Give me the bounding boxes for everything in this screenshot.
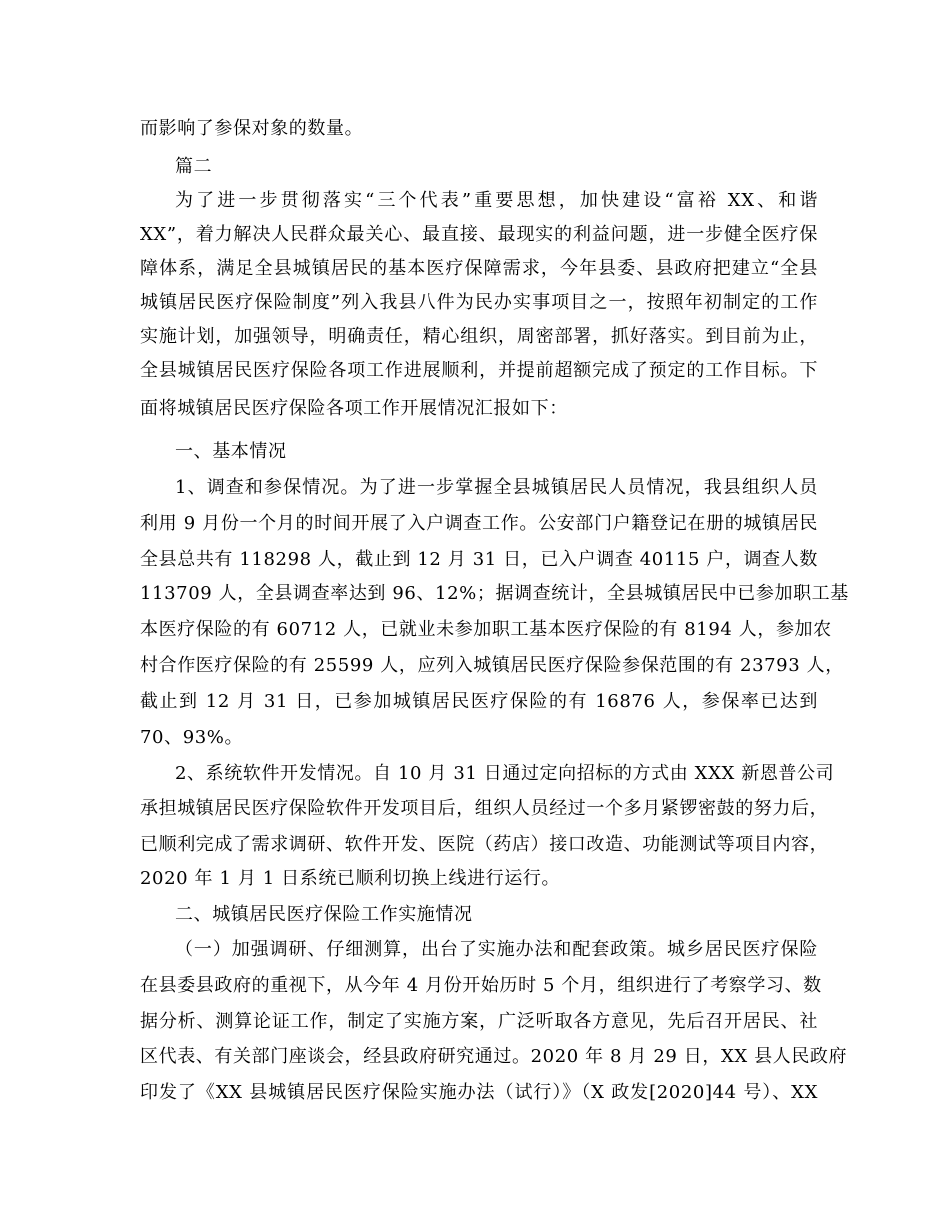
text-line: 1、调查和参保情况。为了进一步掌握全县城镇居民人员情况，我县组织人员 (175, 477, 818, 498)
text-line: 全县城镇居民医疗保险各项工作进展顺利，并提前超额完成了预定的工作目标。下 (140, 360, 818, 381)
text-line: 村合作医疗保险的有 25599 人，应列入城镇居民医疗保险参保范围的有 23793 人， (140, 655, 844, 676)
text-line: 本医疗保险的有 60712 人，已就业未参加职工基本医疗保险的有 8194 人，参加农 (140, 619, 832, 640)
section-heading: 篇二 (175, 156, 213, 177)
text-line: 为了进一步贯彻落实“三个代表”重要思想，加快建设“富裕 XX、和谐 (175, 190, 818, 211)
text-line: XX”，着力解决人民群众最关心、最直接、最现实的利益问题，进一步健全医疗保 (140, 224, 818, 245)
text-line: 承担城镇居民医疗保险软件开发项目后，组织人员经过一个多月紧锣密鼓的努力后， (140, 798, 829, 819)
text-line: 113709 人，全县调查率达到 96、12%；据调查统计，全县城镇居民中已参加职工基 (140, 583, 849, 604)
text-line: （一）加强调研、仔细测算，出台了实施办法和配套政策。城乡居民医疗保险 (175, 939, 818, 960)
text-line: 截止到 12 月 31 日，已参加城镇居民医疗保险的有 16876 人，参保率已达到 (140, 691, 818, 712)
text-line: 据分析、测算论证工作，制定了实施方案，广泛听取各方意见，先后召开居民、社 (140, 1011, 818, 1032)
text-line: 区代表、有关部门座谈会，经县政府研究通过。2020 年 8 月 29 日，XX 县人民政府 (140, 1046, 848, 1067)
text-line: 面将城镇居民医疗保险各项工作开展情况汇报如下： (140, 398, 568, 419)
text-line: 实施计划，加强领导，明确责任，精心组织，周密部署，抓好落实。到目前为止， (140, 326, 818, 347)
text-line: 2、系统软件开发情况。自 10 月 31 日通过定向招标的方式由 XXX 新恩普公司 (175, 763, 835, 784)
text-line: 70、93%。 (140, 727, 244, 748)
section-heading: 一、基本情况 (175, 441, 287, 462)
text-line: 城镇居民医疗保险制度”列入我县八件为民办实事项目之一，按照年初制定的工作 (140, 292, 818, 313)
text-line: 2020 年 1 月 1 日系统已顺利切换上线进行运行。 (140, 868, 561, 889)
text-line: 而影响了参保对象的数量。 (140, 118, 364, 139)
text-line: 利用 9 月份一个月的时间开展了入户调查工作。公安部门户籍登记在册的城镇居民 (140, 513, 818, 534)
text-line: 障体系，满足全县城镇居民的基本医疗保障需求，今年县委、县政府把建立“全县 (140, 258, 818, 279)
section-heading: 二、城镇居民医疗保险工作实施情况 (175, 904, 473, 925)
text-line: 已顺利完成了需求调研、软件开发、医院（药店）接口改造、功能测试等项目内容， (140, 834, 829, 855)
text-line: 全县总共有 118298 人，截止到 12 月 31 日，已入户调查 40115 户，调查人数 (140, 549, 818, 570)
text-line: 印发了《XX 县城镇居民医疗保险实施办法（试行）》（X 政发[2020]44 号）、XX (140, 1082, 818, 1103)
text-line: 在县委县政府的重视下，从今年 4 月份开始历时 5 个月，组织进行了考察学习、数 (140, 975, 822, 996)
